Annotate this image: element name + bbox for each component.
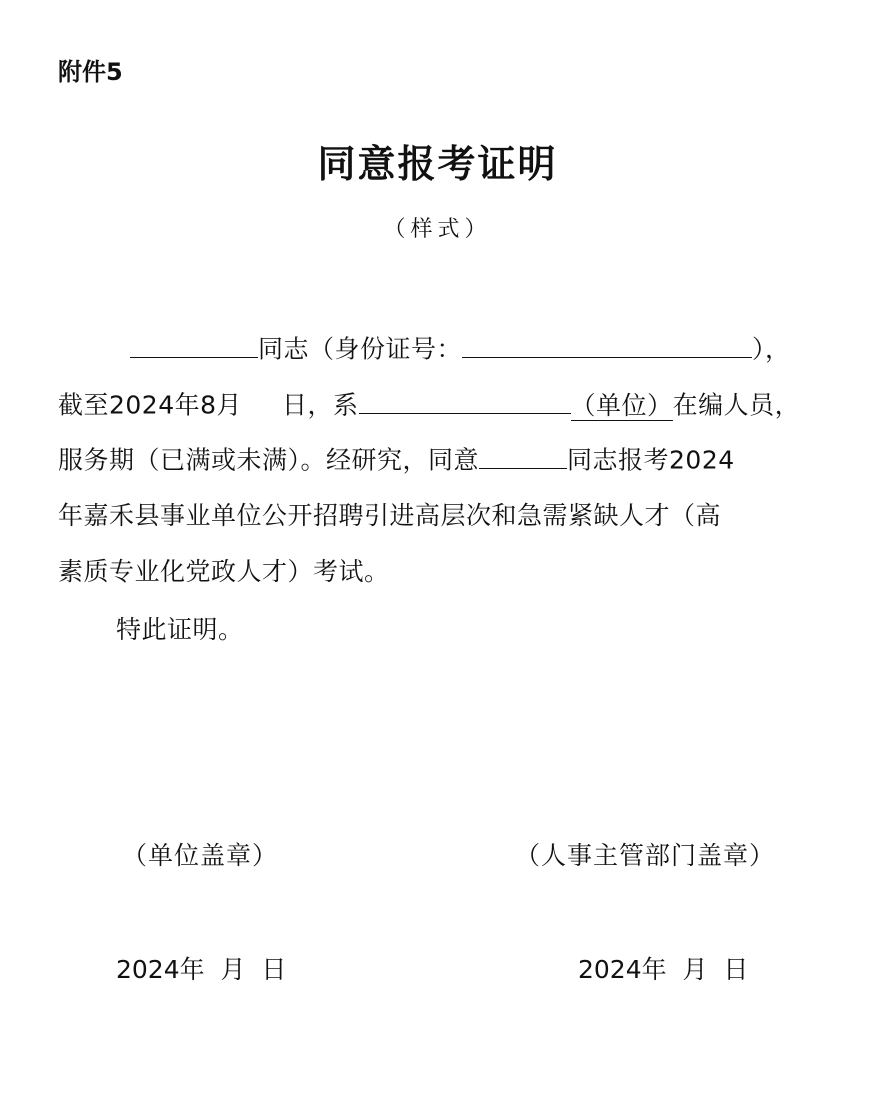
line3-text-1: 服务期（已满或未满）。经研究，同意	[58, 445, 480, 475]
body-line-6: 特此证明。	[116, 615, 244, 644]
unit-seal-label: （单位盖章）	[122, 841, 279, 870]
name-blank[interactable]	[130, 329, 258, 358]
agree-name-blank[interactable]	[479, 440, 567, 469]
unit-date: 2024年 月 日	[116, 955, 287, 984]
line2-text-2: 日，系	[282, 390, 359, 420]
attachment-label: 附件5	[58, 58, 123, 86]
line1-text-1: 同志（身份证号：	[258, 334, 463, 364]
body-line-2	[58, 385, 800, 422]
line2-text-4: 在编人员，	[672, 390, 801, 420]
hr-seal-label: （人事主管部门盖章）	[515, 841, 776, 870]
unit-blank[interactable]	[359, 385, 571, 414]
id-number-blank[interactable]	[462, 329, 752, 358]
body-line-1	[58, 329, 791, 366]
body-line-3	[58, 440, 735, 477]
line1-text-2: ），	[752, 334, 791, 364]
body-line-5: 素质专业化党政人才）考试。	[58, 557, 390, 586]
hr-date: 2024年 月 日	[578, 955, 749, 984]
line3-text-2: 同志报考2024	[567, 445, 735, 475]
document-title: 同意报考证明	[317, 141, 558, 186]
body-line-4: 年嘉禾县事业单位公开招聘引进高层次和急需紧缺人才（高	[58, 501, 722, 530]
line2-text-1: 截至2024年8月	[58, 390, 243, 420]
unit-label: （单位）	[570, 390, 673, 420]
document-subtitle: （样式）	[383, 217, 492, 242]
